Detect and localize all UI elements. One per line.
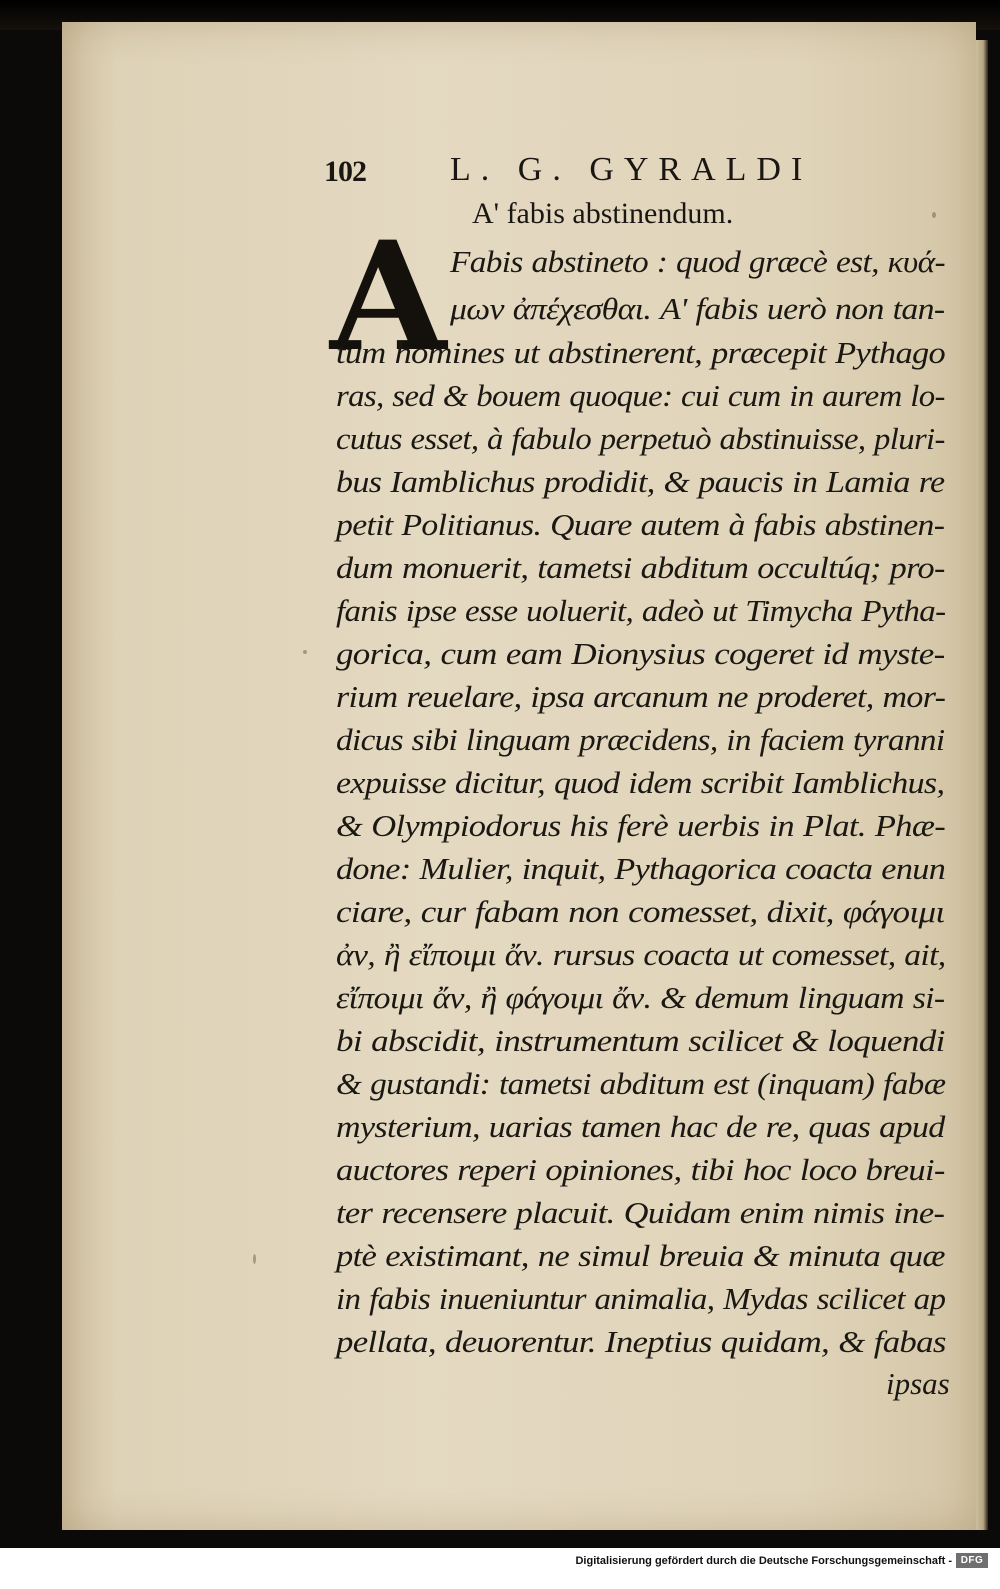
text-line: ptè existimant, ne simul breuia & minuta quæ [336, 1238, 945, 1273]
ink-spot [932, 212, 936, 218]
page-edge [976, 40, 988, 1530]
text-line: pellata, deuorentur. Ineptius quidam, & fabas [336, 1324, 946, 1359]
ink-spot [253, 1254, 256, 1264]
running-head: L. G. GYRALDI [450, 151, 813, 188]
text-line: gorica, cum eam Dionysius cogeret id myste- [336, 636, 945, 671]
text-line: expuisse dicitur, quod idem scribit Iamblichus, [336, 765, 945, 800]
text-line: tum homines ut abstinerent, præcepit Pythago [336, 335, 946, 370]
text-line: cutus esset, à fabulo perpetuò abstinuisse, pluri- [336, 421, 945, 456]
text-line: & Olympiodorus his ferè uerbis in Plat. Phæ- [336, 808, 946, 843]
text-line: done: Mulier, inquit, Pythagorica coacta enun [336, 851, 946, 886]
page-header [320, 151, 950, 195]
text-line: rium reuelare, ipsa arcanum ne proderet, mor- [336, 679, 946, 714]
text-line: fanis ipse esse uoluerit, adeò ut Timycha Pytha- [336, 593, 946, 628]
text-line: μων ἀπέχεσθαι. A' fabis uerò non tan- [450, 291, 945, 326]
catchword: ipsas [886, 1366, 950, 1401]
text-line: petit Politianus. Quare autem à fabis abstinen- [336, 507, 945, 542]
text-line: auctores reperi opiniones, tibi hoc loco breui- [336, 1152, 945, 1187]
text-line: ras, sed & bouem quoque: cui cum in aurem lo- [336, 378, 945, 413]
page-number: 102 [324, 155, 366, 188]
text-line: & gustandi: tametsi abditum est (inquam) fabæ [336, 1066, 946, 1101]
text-line: in fabis inueniuntur animalia, Mydas scilicet ap [336, 1281, 946, 1316]
ink-spot [303, 650, 307, 654]
text-line: ἀν, ἢ εἴποιμι ἄν. rursus coacta ut comesset, ait, [336, 937, 946, 972]
digitization-credit: Digitalisierung gefördert durch die Deutsche Forschungsgemeinschaft - [575, 1555, 952, 1567]
text-line: mysterium, uarias tamen hac de re, quas apud [336, 1109, 945, 1144]
section-heading: A' fabis abstinendum. [472, 197, 734, 230]
text-line: Fabis abstineto : quod græcè est, κυά- [450, 244, 945, 279]
text-line: dum monuerit, tametsi abditum occultúq; pro- [336, 550, 945, 585]
text-line: εἴποιμι ἄν, ἢ φάγοιμι ἄν. & demum linguam si- [336, 980, 945, 1015]
text-line: dicus sibi linguam præcidens, in faciem tyranni [336, 722, 945, 757]
text-line: ter recensere placuit. Quidam enim nimis ine- [336, 1195, 945, 1230]
drop-cap: A [330, 209, 447, 385]
text-line: bus Iamblichus prodidit, & paucis in Lamia re [336, 464, 945, 499]
dfg-logo[interactable]: DFG [956, 1553, 988, 1568]
text-line: bi abscidit, instrumentum scilicet & loquendi [336, 1023, 945, 1058]
text-line: ciare, cur fabam non comesset, dixit, φάγοιμι [336, 894, 945, 929]
